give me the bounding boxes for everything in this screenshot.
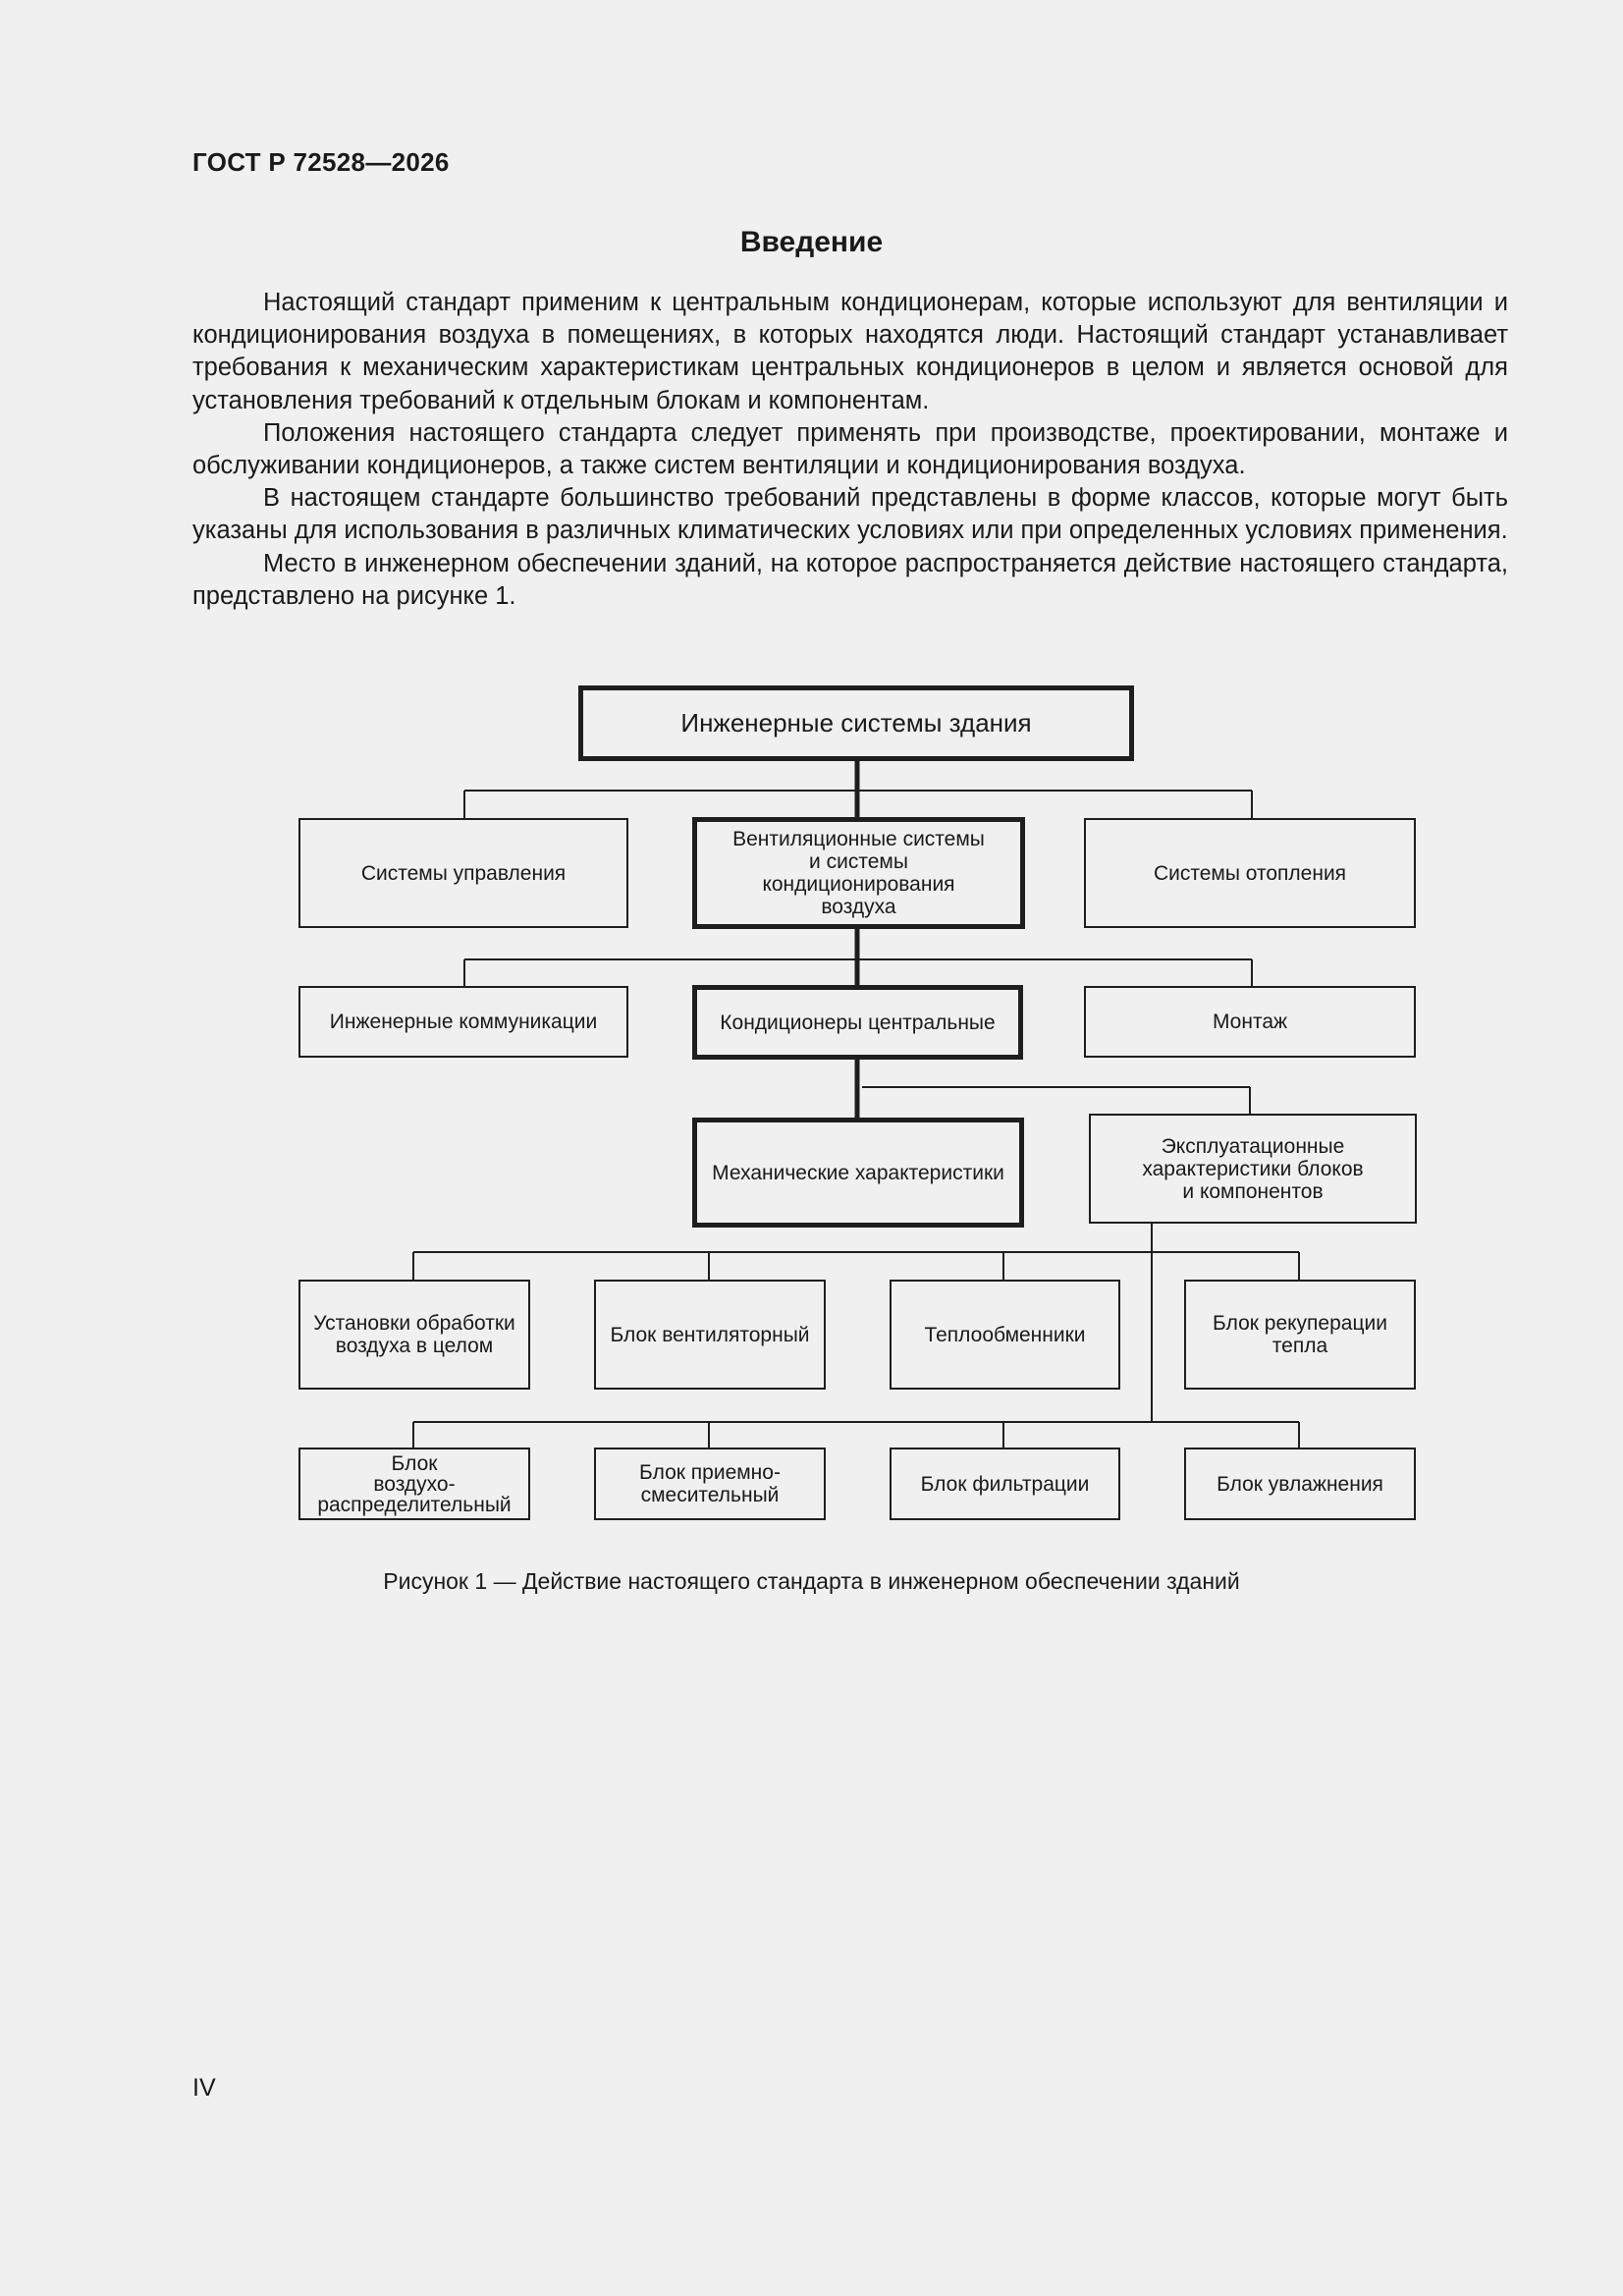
- box-mechanical-characteristics: Механические характеристики: [692, 1118, 1024, 1228]
- box-fan-unit: Блок вентиляторный: [594, 1280, 826, 1390]
- box-mixing-unit: Блок приемно- смесительный: [594, 1448, 826, 1520]
- box-installation: Монтаж: [1084, 986, 1416, 1058]
- box-filtration: Блок фильтрации: [890, 1448, 1120, 1520]
- box-central-ac: Кондиционеры центральные: [692, 985, 1023, 1060]
- box-heat-recovery: Блок рекуперации тепла: [1184, 1280, 1416, 1390]
- paragraph: Место в инженерном обеспечении зданий, на которое распространяется действие настоящего стандарта, представлено на рисунке 1.: [192, 549, 1508, 610]
- box-air-distribution: Блок воздухо- распределительный: [298, 1448, 530, 1520]
- box-air-handling-units: Установки обработки воздуха в целом: [298, 1280, 530, 1390]
- box-heating-systems: Системы отопления: [1084, 818, 1416, 928]
- document-id: ГОСТ Р 72528—2026: [192, 147, 450, 177]
- box-control-systems: Системы управления: [298, 818, 628, 928]
- paragraph: Настоящий стандарт применим к центральным кондиционерам, которые используют для вентиляции и кондиционирования воздуха в помещениях, в которых находятся люди. Настоящий стандарт устанавливает требования к механическим характеристикам центральных кондиционеров в целом и является основой для установления требований к отдельным блокам и компонентам.: [192, 289, 1508, 414]
- paragraph: В настоящем стандарте большинство требований представлены в форме классов, которые могут быть указаны для использования в различных климатических условиях или при определенных условиях применения.: [192, 484, 1508, 545]
- box-humidification: Блок увлажнения: [1184, 1448, 1416, 1520]
- figure-caption: Рисунок 1 — Действие настоящего стандарта в инженерном обеспечении зданий: [383, 1568, 1240, 1594]
- box-engineering-systems: Инженерные системы здания: [578, 685, 1134, 761]
- paragraph: Положения настоящего стандарта следует применять при производстве, проектировании, монтаже и обслуживании кондиционеров, а также систем вентиляции и кондиционирования воздуха.: [192, 418, 1508, 480]
- box-operational-characteristics: Эксплуатационные характеристики блоков и компонентов: [1089, 1114, 1417, 1224]
- page-number: IV: [192, 2074, 216, 2102]
- box-utilities: Инженерные коммуникации: [298, 986, 628, 1058]
- box-ventilation-ac-systems: Вентиляционные системы и системы кондиционирования воздуха: [692, 817, 1025, 929]
- box-heat-exchangers: Теплообменники: [890, 1280, 1120, 1390]
- section-title: Введение: [739, 226, 884, 258]
